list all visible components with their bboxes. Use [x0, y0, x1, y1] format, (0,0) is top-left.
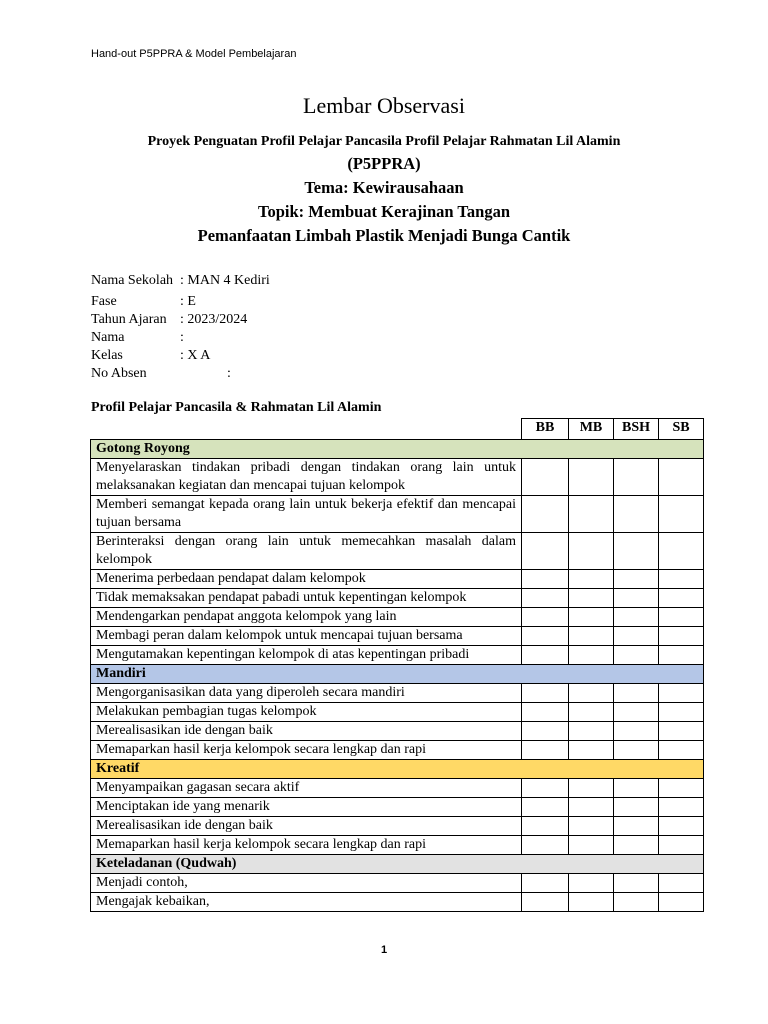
score-cell-mb[interactable] [569, 722, 614, 741]
score-cell-sb[interactable] [659, 874, 704, 893]
score-cell-bb[interactable] [522, 722, 569, 741]
score-cell-sb[interactable] [659, 741, 704, 760]
table-row [91, 627, 704, 646]
table-row [91, 608, 704, 627]
score-cell-mb[interactable] [569, 646, 614, 665]
score-cell-bsh[interactable] [614, 893, 659, 912]
topic-subtitle-line: Pemanfaatan Limbah Plastik Menjadi Bunga Cantik [197, 226, 571, 245]
score-cell-bb[interactable] [522, 798, 569, 817]
score-cell-bsh[interactable] [614, 459, 659, 496]
project-name: Proyek Penguatan Profil Pelajar Pancasila Profil Pelajar Rahmatan Lil Alamin [147, 134, 621, 149]
score-cell-sb[interactable] [659, 570, 704, 589]
score-cell-bsh[interactable] [614, 608, 659, 627]
score-cell-sb[interactable] [659, 533, 704, 570]
score-cell-sb[interactable] [659, 627, 704, 646]
info-value: : [227, 366, 231, 381]
info-label: Tahun Ajaran [91, 312, 167, 327]
table-row [91, 703, 704, 722]
table-row [91, 589, 704, 608]
score-cell-mb[interactable] [569, 684, 614, 703]
indicator-text: Memberi semangat kepada orang lain untuk bekerja efektif dan mencapai tujuan bersama [91, 496, 522, 533]
info-label: Nama Sekolah [91, 273, 174, 288]
table-row [91, 817, 704, 836]
score-cell-bsh[interactable] [614, 496, 659, 533]
observation-table [90, 418, 704, 912]
info-label: Kelas [91, 348, 123, 363]
table-row [91, 722, 704, 741]
score-cell-bb[interactable] [522, 684, 569, 703]
score-cell-bb[interactable] [522, 836, 569, 855]
info-label: Fase [91, 294, 117, 309]
indicator-text: Menyampaikan gagasan secara aktif [91, 779, 522, 798]
category-row-keteladanan-qudwah [91, 855, 704, 874]
indicator-text: Mengajak kebaikan, [91, 893, 522, 912]
info-value: : [180, 330, 184, 345]
score-cell-mb[interactable] [569, 798, 614, 817]
score-cell-mb[interactable] [569, 533, 614, 570]
score-cell-bb[interactable] [522, 627, 569, 646]
score-cell-bsh[interactable] [614, 741, 659, 760]
score-cell-bb[interactable] [522, 533, 569, 570]
info-value: : E [180, 294, 196, 309]
indicator-text: Menjadi contoh, [91, 874, 522, 893]
table-row [91, 836, 704, 855]
score-cell-sb[interactable] [659, 836, 704, 855]
score-cell-sb[interactable] [659, 703, 704, 722]
table-row [91, 798, 704, 817]
indicator-text: Membagi peran dalam kelompok untuk mencapai tujuan bersama [91, 627, 522, 646]
indicator-text: Menyelaraskan tindakan pribadi dengan tindakan orang lain untuk melaksanakan kegiatan dan mencapai tujuan kelompok [91, 459, 522, 496]
score-cell-bsh[interactable] [614, 533, 659, 570]
score-cell-sb[interactable] [659, 798, 704, 817]
score-cell-sb[interactable] [659, 684, 704, 703]
category-title: Gotong Royong [91, 440, 704, 459]
table-header-blank [91, 419, 522, 440]
category-row-gotong-royong [91, 440, 704, 459]
score-cell-bb[interactable] [522, 817, 569, 836]
info-value: : 2023/2024 [180, 312, 248, 327]
score-cell-bb[interactable] [522, 608, 569, 627]
score-cell-bb[interactable] [522, 703, 569, 722]
subtitle-block [0, 132, 768, 248]
score-cell-bsh[interactable] [614, 589, 659, 608]
table-row [91, 779, 704, 798]
score-cell-mb[interactable] [569, 703, 614, 722]
info-label: No Absen [91, 366, 147, 381]
score-cell-bb[interactable] [522, 779, 569, 798]
table-row [91, 684, 704, 703]
indicator-text: Melakukan pembagian tugas kelompok [91, 703, 522, 722]
indicator-text: Menciptakan ide yang menarik [91, 798, 522, 817]
score-cell-bsh[interactable] [614, 646, 659, 665]
column-header-bsh: BSH [614, 419, 659, 440]
project-abbreviation: (P5PPRA) [347, 154, 421, 173]
theme-line: Tema: Kewirausahaan [304, 178, 464, 197]
table-row [91, 533, 704, 570]
column-header-bb: BB [522, 419, 569, 440]
score-cell-mb[interactable] [569, 836, 614, 855]
table-row [91, 646, 704, 665]
score-cell-mb[interactable] [569, 741, 614, 760]
score-cell-bb[interactable] [522, 646, 569, 665]
page-number: 1 [380, 944, 388, 956]
score-cell-bb[interactable] [522, 874, 569, 893]
section-heading: Profil Pelajar Pancasila & Rahmatan Lil Alamin [91, 400, 382, 415]
table-header-row [91, 419, 704, 440]
score-cell-mb[interactable] [569, 627, 614, 646]
score-cell-mb[interactable] [569, 874, 614, 893]
score-cell-sb[interactable] [659, 646, 704, 665]
indicator-text: Tidak memaksakan pendapat pabadi untuk kepentingan kelompok [91, 589, 522, 608]
score-cell-mb[interactable] [569, 589, 614, 608]
score-cell-bb[interactable] [522, 893, 569, 912]
indicator-text: Menerima perbedaan pendapat dalam kelompok [91, 570, 522, 589]
score-cell-sb[interactable] [659, 496, 704, 533]
score-cell-mb[interactable] [569, 608, 614, 627]
score-cell-bsh[interactable] [614, 817, 659, 836]
category-row-kreatif [91, 760, 704, 779]
category-row-mandiri [91, 665, 704, 684]
score-cell-mb[interactable] [569, 496, 614, 533]
document-title: Lembar Observasi [303, 93, 465, 118]
info-label: Nama [91, 330, 125, 345]
score-cell-bb[interactable] [522, 459, 569, 496]
column-header-sb: SB [659, 419, 704, 440]
score-cell-sb[interactable] [659, 608, 704, 627]
category-title: Keteladanan (Qudwah) [91, 855, 704, 874]
score-cell-mb[interactable] [569, 570, 614, 589]
indicator-text: Mengutamakan kepentingan kelompok di atas kepentingan pribadi [91, 646, 522, 665]
score-cell-mb[interactable] [569, 459, 614, 496]
table-row [91, 741, 704, 760]
score-cell-bb[interactable] [522, 496, 569, 533]
score-cell-bsh[interactable] [614, 627, 659, 646]
column-header-mb: MB [569, 419, 614, 440]
table-row [91, 570, 704, 589]
score-cell-bsh[interactable] [614, 779, 659, 798]
table-row [91, 496, 704, 533]
indicator-text: Memaparkan hasil kerja kelompok secara lengkap dan rapi [91, 741, 522, 760]
score-cell-bsh[interactable] [614, 570, 659, 589]
score-cell-sb[interactable] [659, 722, 704, 741]
score-cell-mb[interactable] [569, 779, 614, 798]
score-cell-mb[interactable] [569, 817, 614, 836]
category-title: Kreatif [91, 760, 704, 779]
running-header: Hand-out P5PPRA & Model Pembelajaran [91, 48, 297, 60]
score-cell-sb[interactable] [659, 779, 704, 798]
category-title: Mandiri [91, 665, 704, 684]
indicator-text: Memaparkan hasil kerja kelompok secara lengkap dan rapi [91, 836, 522, 855]
score-cell-bsh[interactable] [614, 703, 659, 722]
score-cell-sb[interactable] [659, 589, 704, 608]
score-cell-mb[interactable] [569, 893, 614, 912]
score-cell-sb[interactable] [659, 893, 704, 912]
score-cell-sb[interactable] [659, 817, 704, 836]
info-value: : MAN 4 Kediri [180, 273, 270, 288]
table-row [91, 893, 704, 912]
info-value: : X A [180, 348, 211, 363]
indicator-text: Berinteraksi dengan orang lain untuk memecahkan masalah dalam kelompok [91, 533, 522, 570]
score-cell-bsh[interactable] [614, 722, 659, 741]
score-cell-bsh[interactable] [614, 798, 659, 817]
score-cell-bsh[interactable] [614, 874, 659, 893]
table-row [91, 874, 704, 893]
indicator-text: Merealisasikan ide dengan baik [91, 817, 522, 836]
score-cell-bb[interactable] [522, 589, 569, 608]
indicator-text: Merealisasikan ide dengan baik [91, 722, 522, 741]
score-cell-sb[interactable] [659, 459, 704, 496]
table-body [91, 440, 704, 912]
score-cell-bsh[interactable] [614, 836, 659, 855]
score-cell-bsh[interactable] [614, 684, 659, 703]
topic-line: Topik: Membuat Kerajinan Tangan [258, 202, 510, 221]
table-row [91, 459, 704, 496]
indicator-text: Mendengarkan pendapat anggota kelompok yang lain [91, 608, 522, 627]
score-cell-bb[interactable] [522, 741, 569, 760]
indicator-text: Mengorganisasikan data yang diperoleh secara mandiri [91, 684, 522, 703]
score-cell-bb[interactable] [522, 570, 569, 589]
